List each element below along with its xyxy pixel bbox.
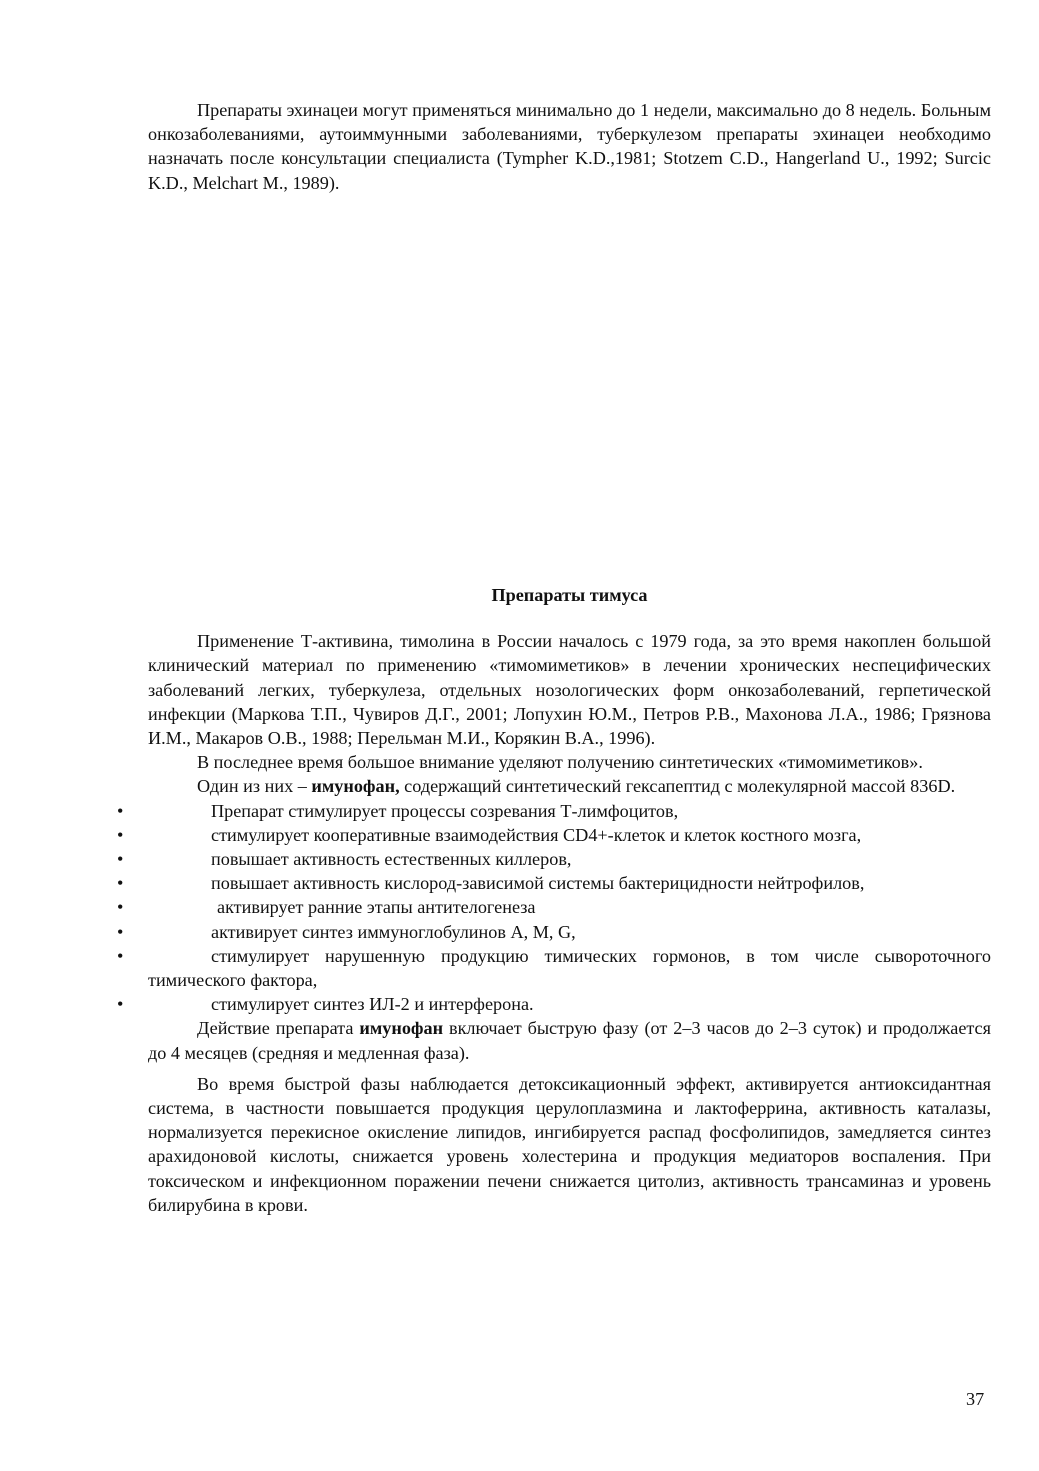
thymus-section <box>117 583 991 1217</box>
list-item-text: активирует синтез иммуноглобулинов A, M, G, <box>211 921 576 942</box>
list-item-text: повышает активность кислород-зависимой системы бактерицидности нейтрофилов, <box>211 873 865 894</box>
paragraph-1: Применение Т-активина, тимолина в России началось с 1979 года, за это время накоплен большой клинический материал по применению «тимомиметиков» в лечении хронических неспецифических заболеваний легких, туберкулеза, отдельных нозологических форм онкозаболеваний, герпетической инфекции (Маркова Т.П., Чувиров Д.Г., 2001; Лопухин Ю.М., Петров Р.В., Махонова Л.А., 1986; Грязнова И.М., Макаров О.В., 1988; Перельман М.И., Корякин В.А., 1996). <box>148 631 991 749</box>
list-item-text: стимулирует нарушенную продукцию тимических гормонов, в том числе сывороточного тимического фактора, <box>148 945 991 991</box>
paragraph-3-after: содержащий синтетический гексапептид с молекулярной массой 836D. <box>399 776 956 797</box>
list-item <box>117 895 991 919</box>
list-item <box>117 871 991 895</box>
intro-paragraph: Препараты эхинацеи могут применяться минимально до 1 недели, максимально до 8 недель. Больным онкозаболеваниями, аутоиммунными заболеваниями, туберкулезом препараты эхинацеи необходимо назначать после консультации специалиста (Tympher K.D.,1981; Stotzem C.D., Hangerland U., 1992; Surcic K.D., Melchart M., 1989). <box>148 100 991 193</box>
bullet-symbol: • <box>117 824 124 845</box>
list-item-text: стимулирует кооперативные взаимодействия CD4+-клеток и клеток костного мозга, <box>211 824 862 845</box>
bullet-symbol: • <box>117 873 124 894</box>
bullet-symbol: • <box>117 994 124 1015</box>
paragraph-3 <box>148 774 991 798</box>
drug-name-bold: имунофан <box>359 1018 444 1039</box>
paragraph-5: Во время быстрой фазы наблюдается детоксикационный эффект, активируется антиоксидантная система, в частности повышается продукция церулоплазмина и лактоферрина, активность каталазы, нормализуется перекисное окисление липидов, ингибируется распад фосфолипидов, замедляется синтез арахидоновой кислоты, снижается уровень холестерина и продукция медиаторов воспаления. При токсическом и инфекционном поражении печени снижается цитолиз, активность трансаминаз и уровень билирубина в крови. <box>148 1073 991 1215</box>
list-item-text: стимулирует синтез ИЛ-2 и интерферона. <box>211 994 534 1015</box>
list-item-text: Препарат стимулирует процессы созревания Т-лимфоцитов, <box>211 800 679 821</box>
paragraph-2: В последнее время большое внимание уделяют получению синтетических «тимомиметиков». <box>197 752 923 773</box>
bullet-symbol: • <box>117 849 124 870</box>
paragraph-4 <box>148 1016 991 1064</box>
paragraph-3-before: Один из них – <box>197 776 312 797</box>
list-item <box>117 992 991 1016</box>
list-item-text: активирует ранние этапы антителогенеза <box>217 897 536 918</box>
list-item <box>117 823 991 847</box>
drug-name-bold: имунофан, <box>311 776 400 797</box>
list-item-text: повышает активность естественных киллеров, <box>211 849 572 870</box>
section-title: Препараты тимуса <box>491 585 648 605</box>
intro-block <box>148 98 991 195</box>
bullet-symbol: • <box>117 897 124 918</box>
paragraph-4-before: Действие препарата <box>197 1018 360 1039</box>
bullet-symbol: • <box>117 945 124 966</box>
list-item <box>117 847 991 871</box>
effects-list <box>117 799 991 1017</box>
list-item <box>117 920 991 944</box>
bullet-symbol: • <box>117 921 124 942</box>
list-item <box>117 799 991 823</box>
page-number: 37 <box>966 1389 985 1409</box>
list-item <box>117 944 991 992</box>
bullet-symbol: • <box>117 800 124 821</box>
paragraph-4-after: включает быструю фазу (от 2–3 часов до 2–3 суток) и продолжается до 4 месяцев (средняя и медленная фаза). <box>148 1018 991 1063</box>
